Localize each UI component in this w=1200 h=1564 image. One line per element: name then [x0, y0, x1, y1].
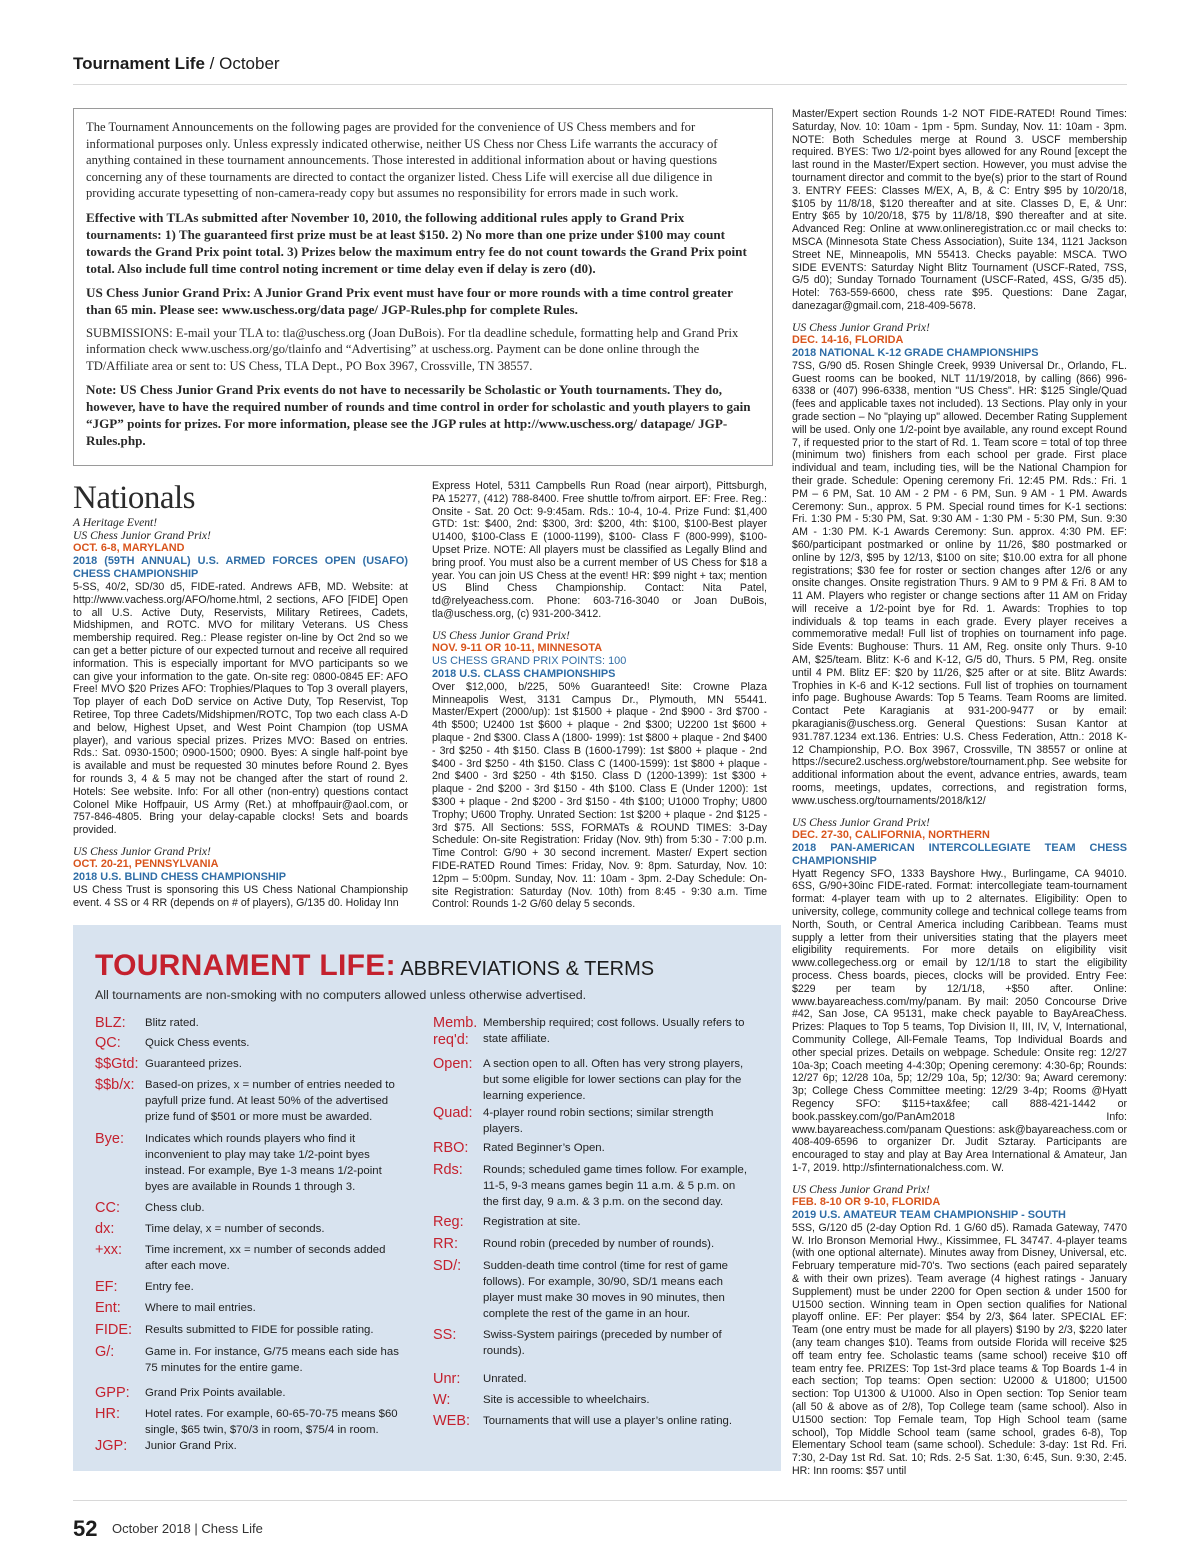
abbreviation-definition: Game in. For instance, G/75 means each side has 75 minutes for the entire game. — [145, 1346, 399, 1374]
jgp-label: US Chess Junior Grand Prix! — [73, 844, 211, 858]
abbreviation-term: GPP: — [95, 1385, 130, 1401]
abbreviation-row — [95, 1322, 407, 1339]
section-title: Tournament Life — [73, 54, 205, 73]
abbreviation-row — [95, 1221, 407, 1238]
grand-prix-points: US CHESS GRAND PRIX POINTS: 100 — [432, 654, 627, 667]
header-separator: / — [204, 54, 220, 73]
event-body: Hyatt Regency SFO, 1333 Bayshore Hwy., Burlingame, CA 94010. 6SS, G/90+30inc FIDE-rated. Format: intercollegiate team-tournament format: 4-player team with up to 2 alternates. Eligibility: Open to university, college, community college and technical college teams from North, South, or Central America including Caribbean. Teams must supply a letter from their universities stating that the players meet eligibility requirements. For more details on eligibility visit www.collegechess.org or email by 12/1/18 to start the eligibility process. Chess boards, pieces, clocks will be provided. Entry Fee: $229 per team by 12/1/18, +$50 after. Online: www.bayareachess.com/my/panam. By mail: 2050 Concourse Drive #42, San Jose, CA 95131, make check payable to BayAreaChess. Prizes: Plaques to Top 5 teams, Top Division II, III, IV, V, International, Community College, All-Female Teams, Top Individual Boards and other special prizes. Details on webpage. Schedule: Onsite reg: 12/27 10a-3p; Coach meeting 4-4:30p; Opening ceremony: 4:30-6p; Rounds: 12/27 6p; 12/28 10a, 5p; 12/29 10a, 5p; 12/30: 9a; Award ceremony: 3p; College Chess Committee meeting: 12/29 3-4p; Rooms @Hyatt Regency SFO: $115+tax&fee; call 888-421-1442 or book.passkey.com/go/PanAm2018 Info: www.bayareachess.com/panam Questions: ask@bayareachess.com or 408-409-6596 to organizer Dr. Judit Sztaray. Participants are encouraged to stay and play at Bay Area International & Amateur, Jan 1-7, 2019. http://sfinternationalchess.com. W. — [792, 867, 1127, 1174]
abbreviation-definition: Guaranteed prizes. — [145, 1058, 242, 1070]
abbreviation-row — [433, 1105, 753, 1137]
abbreviation-definition: Site is accessible to wheelchairs. — [483, 1394, 650, 1406]
abbreviation-row — [95, 1015, 407, 1032]
abbreviation-row — [95, 1035, 407, 1052]
jgp-label: US Chess Junior Grand Prix! — [792, 815, 930, 829]
abbreviation-definition: Time delay, x = number of seconds. — [145, 1223, 325, 1235]
event-body-continued: Master/Expert section Rounds 1-2 NOT FIDE-RATED! Round Times: Saturday, Nov. 10: 10am - 1pm - 5pm. Sunday, Nov. 11: 10am - 3pm. NOTE: Both Schedules merge at Round 3. USCF membership required. BYES: Two 1/2-point byes allowed for any Round [except the last round in the Master/Expert section. However, you must advise the tournament director and commit to the bye(s) prior to the start of Round 3. ENTRY FEES: Classes M/EX, A, B, & C: Entry $95 by 10/20/18, $105 by 11/8/18, $120 thereafter and at site. Classes D, E, & Unr: Entry $65 by 10/20/18, $75 by 11/8/18, $90 thereafter and at site. Advanced Reg: Online at www.onlineregistration.cc or mail checks to: MSCA (Minnesota State Chess Association), Suite 134, 1121 Jackson Street NE, Minneapolis, MN 55413. Checks payable: MSCA. TWO SIDE EVENTS: Saturday Night Blitz Tournament (USCF-Rated, 7SS, G/5 d0); Sunday Tornado Tournament (USCF-Rated, 4SS, G/35 d5). Hotel: 763-559-6600, chess rate $95. Questions: Dane Zagar, danezagar@gmail.com, 218-409-5678. — [792, 108, 1127, 312]
abbreviation-term: Ent: — [95, 1300, 121, 1316]
event-title: 2018 PAN-AMERICAN INTERCOLLEGIATE TEAM CHESS CHAMPIONSHIP — [792, 841, 1127, 867]
abbreviation-term: RBO: — [433, 1140, 469, 1156]
grand-prix-rules: Effective with TLAs submitted after November 10, 2010, the following additional rules apply to Grand Prix tournaments: 1) The guaranteed first prize must be at least $150. 2) No more than one prize under $100 may count towards the Grand Prix point total. 3) Prizes below the maximum entry fee do not count towards the Grand Prix point total. Also include full time control noting increment or time delay even if delay is zero (d0). — [86, 209, 747, 276]
abbreviation-definition: Registration at site. — [483, 1216, 581, 1228]
abbreviation-row — [433, 1258, 753, 1322]
abbreviation-row — [95, 1279, 407, 1296]
event-title: 2018 NATIONAL K-12 GRADE CHAMPIONSHIPS — [792, 346, 1039, 359]
nationals-heading: Nationals — [73, 480, 195, 516]
abbreviation-definition: Indicates which rounds players who find it inconvenient to play may take 1/2-point byes instead. For example, Bye 1-3 means 1/2-point byes are available in Rounds 1 through 3. — [145, 1133, 382, 1193]
event-date: OCT. 6-8, MARYLAND — [73, 542, 185, 554]
abbreviation-term: EF: — [95, 1279, 118, 1295]
jgp-label: US Chess Junior Grand Prix! — [432, 628, 570, 642]
abbreviation-term: $$Gtd: — [95, 1056, 139, 1072]
abbreviation-term: Open: — [433, 1056, 473, 1072]
abbreviations-title-sub: ABBREVIATIONS & TERMS — [395, 958, 655, 980]
abbreviation-row — [433, 1392, 753, 1409]
abbreviation-row — [95, 1200, 407, 1217]
abbreviation-definition: 4-player round robin sections; similar strength players. — [483, 1107, 714, 1135]
abbreviation-definition: Where to mail entries. — [145, 1302, 256, 1314]
abbreviation-row — [95, 1300, 407, 1317]
abbreviation-definition: Rated Beginner’s Open. — [483, 1142, 605, 1154]
abbreviation-term: JGP: — [95, 1438, 128, 1454]
abbreviation-row — [433, 1162, 753, 1210]
abbreviation-term: QC: — [95, 1035, 121, 1051]
abbreviation-definition: Tournaments that will use a player’s online rating. — [483, 1415, 733, 1427]
abbreviation-term: SS: — [433, 1327, 457, 1343]
abbreviation-row — [433, 1214, 753, 1231]
disclaimer-box — [73, 108, 773, 466]
abbreviation-term: Bye: — [95, 1131, 125, 1147]
abbreviation-definition: Junior Grand Prix. — [145, 1440, 237, 1452]
abbreviation-row — [433, 1140, 753, 1157]
abbreviation-row — [433, 1327, 753, 1359]
page-number: 52 — [73, 1516, 98, 1541]
abbreviations-title-main: TOURNAMENT LIFE: — [95, 949, 396, 982]
abbreviation-definition: Quick Chess events. — [145, 1037, 250, 1049]
abbreviation-term: SD/: — [433, 1258, 462, 1274]
abbreviation-term: FIDE: — [95, 1322, 133, 1338]
event-body-continued: Express Hotel, 5311 Campbells Run Road (near airport), Pittsburgh, PA 15277, (412) 788-8400. Free shuttle to/from airport. EF: Free. Reg.: Onsite - Sat. 20 Oct: 9-9:45am. Rds.: 10-4, 10-4. Prize Fund: $1,400 GTD: 1st: $400, 2nd: $300, 3rd: $200, 4th: $100, $100-Best player U1400, $100-Class E (1000-1199), $100- Class F (800-999), $100-Upset Prize. NOTE: All players must be classified as Legally Blind and bring proof. You must also be a current member of US Chess for $18 a year. You can join US Chess at the event! HR: $99 night + tax; mention US Blind Chess Championship. Contact: Nita Patel, td@relyeachess.com. Phone: 603-716-3040 or Joan DuBois, tla@uschess.org, (c) 931-200-3412. — [432, 480, 767, 620]
event-body: 7SS, G/90 d5. Rosen Shingle Creek, 9939 Universal Dr., Orlando, FL. Guest rooms can be booked, NLT 11/19/2018, by calling (866) 996-6338 or (407) 996-6338, mention "US Chess". HR: $125 Single/Quad (fees and applicable taxes not included). 13 Sections. Play only in your grade section – No "playing up" allowed. December Rating Supplement will be used. Only one 1/2-point bye available, any round except Round 7, if requested prior to the start of Rd. 1. Team score = total of top three (minimum two) finishers from each school per grade. First place individual and team, including ties, will be the National Champion for their grade. Schedule: Opening ceremony Fri. 12:45 PM. Rds.: Fri. 1 PM – 6 PM, Sat. 10 AM - 2 PM - 6 PM, Sun. 9 AM - 1 PM. Awards Ceremony: Sun., approx. 5 PM. Special round times for K-1 sections: Fri. 1:30 PM - 5:30 PM, Sat. 9:30 AM - 1:30 PM - 5:30 PM, Sun. 9:30 AM - 1:30 PM. K-1 Awards Ceremony: Sun. approx. 4:30 PM. EF: $60/participant postmarked or online by 11/26, $80 postmarked or online by 12/3, $95 by 12/13, $100 on site; $10.00 extra for all phone registrations; $30 fee for roster or section changes after 12/6 or any onsite changes. Onsite registration Thurs. 9 AM to 9 PM & Fri. 8 AM to 11 AM. Players who register or change sections after 11 AM on Friday will receive a 1/2-point bye for Rd. 1. Awards: Trophies to top individuals & top teams in each grade. Every player receives a commemorative medal! Full list of trophies on tournament info page. Side Events: Bughouse: Thurs. 11 AM, Reg. onsite only Thurs. 9-10 AM, $25/team. Blitz: K-6 and K-12, G/5 d0, Thurs. 5 PM, Reg. onsite until 4 PM. Blitz EF: $20 by 11/26, $25 after or at site. Blitz Awards: Trophies in K-6 and K-12 sections. Full list of trophies on tournament info page. Bughouse Awards: Top 5 Teams. Team Rooms are limited. Contact Pete Karagianis at 931-200-9477 or by email: pkaragianis@uschess.org. General Questions: Susan Kantor at 931.787.1234 ext.136. Entries: U.S. Chess Federation, Attn.: 2018 K-12 Championship, P.O. Box 3967, Crossville, TN 38557 or online at https://secure2.uschess.org/webstore/tournament.php. See website for additional information about the event, advance entries, awards, team rooms, meetings, updates, corrections, and registration forms, www.uschess.org/tournaments/2018/k12/ — [792, 359, 1127, 807]
abbreviation-definition: Sudden-death time control (time for rest of game follows). For example, 30/90, SD/1 means each player must make 30 moves in 90 minutes, then complete the rest of the game in an hour. — [483, 1260, 729, 1320]
event-body: 5SS, G/120 d5 (2-day Option Rd. 1 G/60 d5). Ramada Gateway, 7470 W. Irlo Bronson Memorial Hwy., Kissimmee, FL 34747. 4-player teams (with one optional alternate). Minutes away from Disney, Universal, etc. February temperature mid-70's. Two sections (each paired separately & with their own prizes). Team average (4 highest ratings - January Supplement) must be under 2200 for Open section & under 1500 for U1500 section. Winning team in Open section qualifies for National playoff online. EF: Per player: $54 by 2/3, $64 later. SPECIAL EF: Team (one entry must be made for all players) $190 by 2/3, $220 later (any team changes $10). Teams from outside Florida will receive $25 off team entry fee. Scholastic teams (same school) receive $10 off team entry fee. PRIZES: Top 1st-3rd place teams & Top Boards 1-4 in each section; Top teams: Open section: U2000 & U1800; U1500 section: Top U1300 & U1000. Also in Open section: Top Senior team (all 50 & above as of 2/8), Top College team (same school). Also in U1500 section: Top Female team, Top High School team (same school), Top Middle School team (same school, grades 6-8), Top Elementary School team (same school). Schedule: 3-day: 1st Rd. Fri. 7:30, 2-Day 1st Rd. Sat. 10; Rds. 2-5 Sat. 1:30, 6:45, Sun. 9:30, 2:45. HR: Inn rooms: $57 until — [792, 1221, 1127, 1477]
abbreviation-definition: Swiss-System pairings (preceded by number of rounds). — [483, 1329, 722, 1357]
abbreviation-term: HR: — [95, 1406, 120, 1422]
abbreviation-definition: Blitz rated. — [145, 1017, 199, 1029]
abbreviation-term: W: — [433, 1392, 451, 1408]
event-date: FEB. 8-10 OR 9-10, FLORIDA — [792, 1195, 941, 1208]
abbreviation-row — [95, 1438, 407, 1455]
abbreviation-definition: Grand Prix Points available. — [145, 1387, 286, 1399]
event-title: 2018 (59TH ANNUAL) U.S. ARMED FORCES OPEN (USAFO) CHESS CHAMPIONSHIP — [73, 555, 408, 580]
event-body: US Chess Trust is sponsoring this US Chess National Championship event. 4 SS or 4 RR (depends on # of players), G/135 d0. Holiday Inn — [73, 883, 408, 909]
abbreviation-definition: Entry fee. — [145, 1281, 194, 1293]
event-date: OCT. 20-21, PENNSYLVANIA — [73, 857, 219, 870]
event-body: Over $12,000, b/225, 50% Guaranteed! Site: Crowne Plaza Minneapolis West, 3131 Campus Dr., Plymouth, MN 55441. Master/Expert (2000/up): 1st $1500 + plaque - 2nd $900 - 3rd $700 - 4th $500; U2400 1st $600 + plaque - 2nd $300; U2200 1st $600 + plaque - 2nd $300. Class A (1800- 1999): 1st $800 + plaque - 2nd $400 - 3rd $250 - 4th $150. Class B (1600-1799): 1st $800 + plaque - 2nd $400 - 3rd $250 - 4th $150. Class C (1400-1599): 1st $800 + plaque - 2nd $400 - 3rd $250 - 4th $150. Class D (1200-1399): 1st $300 + plaque - 2nd $200 - 3rd $150 - 4th $100. Class E (Under 1200): 1st $300 + plaque - 2nd $200 - 3rd $150 - 4th $100; U1000 Trophy; U800 Trophy; U600 Trophy. Unrated Section: 1st $200 + plaque - 2nd $125 - 3rd $75. All Sections: 5SS, FORMATs & ROUND TIMES: 3-Day Schedule: On-site Registration: Friday (Nov. 9th) from 5:30 - 7:00 p.m. Time Control: G/90 + 30 second increment. Master/ Expert section FIDE-RATED Round Times: Friday, Nov. 9: 8pm. Saturday, Nov. 10: 12pm – 5:00pm. Sunday, Nov. 11: 10am - 3pm. 2-Day Schedule: On-site Registration: Saturday (Nov. 10th) from 8:45 - 9:30 a.m. Time Control: Rounds 1-2 G/60 delay 5 seconds. — [432, 680, 767, 911]
abbreviation-term: WEB: — [433, 1413, 471, 1429]
abbreviation-definition: Membership required; cost follows. Usually refers to state affiliate. — [483, 1017, 745, 1045]
event-title: 2019 U.S. AMATEUR TEAM CHAMPIONSHIP - SOUTH — [792, 1208, 1066, 1221]
abbreviation-definition: Based-on prizes, x = number of entries needed to payfull prize fund. At least 50% of the advertised prize fund of $501 or more must be awarded. — [145, 1079, 395, 1123]
abbreviation-row — [433, 1056, 753, 1104]
jgp-label: US Chess Junior Grand Prix! — [792, 1182, 930, 1196]
abbreviation-term: Reg: — [433, 1214, 464, 1230]
column-2 — [432, 480, 767, 911]
abbreviation-definition: A section open to all. Often has very strong players, but some eligible for lower sections can play for the learning experience. — [483, 1058, 744, 1102]
submissions-paragraph: SUBMISSIONS: E-mail your TLA to: tla@uschess.org (Joan DuBois). For tla deadline schedule, formatting help and Grand Prix information check www.uschess.org/go/tlainfo and “Advertising” at uschess.org. Payment can be done online through the TD/Affiliate area or sent to: US Chess, TLA Dept., PO Box 3967, Crossville, TN 38557. — [86, 325, 739, 373]
abbreviation-row — [95, 1406, 407, 1438]
abbreviation-row — [433, 1413, 753, 1430]
abbreviation-term: Quad: — [433, 1105, 473, 1121]
footer-text: October 2018 | Chess Life — [112, 1521, 263, 1536]
abbreviations-title — [95, 949, 654, 983]
abbreviation-definition: Results submitted to FIDE for possible rating. — [145, 1324, 374, 1336]
abbreviation-definition: Time increment, xx = number of seconds added after each move. — [145, 1244, 386, 1272]
abbreviation-term: CC: — [95, 1200, 120, 1216]
jgp-label: US Chess Junior Grand Prix! — [792, 320, 930, 334]
abbreviations-box — [73, 925, 781, 1471]
event-body: 5-SS, 40/2, SD/30 d5, FIDE-rated. Andrews AFB, MD. Website: at http://www.vachess.org/AFO/home.html, 2 sections, AFO [FIDE] Open to all U.S. Active Duty, Reservists, Military Retirees, Cadets, Midshipmen, and ROTC. MVO for military Veterans. US Chess membership required. Reg.: Please register on-line by Oct 2nd so we can get a better picture of our expected turnout and receive all required information. This is especially important for MVO participants so we can give your information to the gate. On-site reg: 0800-0845 EF: AFO Free! MVO $20 Prizes AFO: Trophies/Plaques to Top 3 overall players, Top player of each DoD service on Active Duty, Top Reservist, Top Retiree, Top three Cadets/Midshipmen/ROTC, Top two each class A-D and below, Highest Upset, and West Point Champion (top USMA player), and various special prizes. Prizes MVO: Based on entries. Rds.: Sat. 0930-1500; 0900-1500; 0900. Byes: A single half-point bye is available and must be requested 30 minutes before Round 2. Byes for rounds 3, 4 & 5 may not be changed after the start of round 2. Hotels: See website. Info: For all other (non-entry) questions contact Colonel Mike Hoffpauir, US Army (Ret.) at mhoffpauir@aol.com, or 757-846-4805. Bring your delay-capable clocks! Sets and boards provided. — [73, 581, 408, 837]
junior-grand-prix-rules: US Chess Junior Grand Prix: A Junior Grand Prix event must have four or more rounds with a time control greater than 65 min. Please see: www.uschess.org/data page/ JGP-Rules.php for complete Rules. — [86, 284, 733, 317]
event-title: 2018 U.S. BLIND CHESS CHAMPIONSHIP — [73, 870, 287, 883]
abbreviation-term: dx: — [95, 1221, 115, 1237]
abbreviation-term: Unr: — [433, 1371, 461, 1387]
abbreviation-row — [95, 1131, 407, 1195]
header-month: October — [219, 54, 280, 73]
abbreviation-term: BLZ: — [95, 1015, 126, 1031]
abbreviation-definition: Rounds; scheduled game times follow. For example, 11-5, 9-3 means games begin 11 a.m. & 5 p.m. on the first day, 9 a.m. & 3 p.m. on the second day. — [483, 1164, 748, 1208]
abbreviation-term: Rds: — [433, 1162, 463, 1178]
event-date: NOV. 9-11 OR 10-11, MINNESOTA — [432, 641, 603, 654]
abbreviation-row — [433, 1236, 753, 1253]
abbreviation-definition: Hotel rates. For example, 60-65-70-75 means $60 single, $65 twin, $70/3 in room, $75/4 in room. — [145, 1408, 398, 1436]
abbreviation-row — [95, 1242, 407, 1274]
abbreviation-definition: Unrated. — [483, 1373, 527, 1385]
event-title: 2018 U.S. CLASS CHAMPIONSHIPS — [432, 667, 616, 680]
event-date: DEC. 14-16, FLORIDA — [792, 333, 904, 346]
abbreviation-term: $$b/x: — [95, 1077, 135, 1093]
event-date: DEC. 27-30, CALIFORNIA, NORTHERN — [792, 828, 990, 841]
abbreviation-row — [95, 1077, 407, 1125]
abbreviation-term: +xx: — [95, 1242, 122, 1258]
abbreviation-row — [95, 1056, 407, 1073]
abbreviation-term: RR: — [433, 1236, 458, 1252]
abbreviation-row — [433, 1371, 753, 1388]
footer-rule — [73, 1500, 1127, 1501]
column-3 — [792, 108, 1127, 1478]
abbreviation-row — [433, 1015, 753, 1049]
running-header — [73, 54, 280, 74]
jgp-note: Note: US Chess Junior Grand Prix events do not have to necessarily be Scholastic or Youth tournaments. They do, however, have to have the required number of rounds and time control in order for scholastic and youth players to gain “JGP” points for prizes. For more information, please see the JGP rules at http://www.uschess.org/ datapage/ JGP-Rules.php. — [86, 382, 751, 448]
abbreviation-row — [95, 1385, 407, 1402]
abbreviation-term: G/: — [95, 1344, 115, 1360]
abbreviation-row — [95, 1344, 407, 1376]
abbreviation-term: Memb. req'd: — [433, 1015, 478, 1048]
disclaimer-paragraph: The Tournament Announcements on the following pages are provided for the convenience of US Chess members and for informational purposes only. Unless expressly indicated otherwise, neither US Chess nor Chess Life warrants the accuracy of anything contained in these tournament announcements. Those interested in additional information about or having questions concerning any of these tournaments are directed to contact the organizer listed. Chess Life will exercise all due diligence in providing accurate typesetting of non-camera-ready copy but assumes no responsibility for errors made in such work. — [86, 120, 718, 200]
heritage-label: A Heritage Event! — [73, 516, 158, 529]
column-1 — [73, 480, 408, 910]
abbreviation-definition: Chess club. — [145, 1202, 205, 1214]
abbreviation-definition: Round robin (preceded by number of rounds). — [483, 1238, 715, 1250]
jgp-label: US Chess Junior Grand Prix! — [73, 529, 211, 542]
header-rule — [73, 84, 1127, 85]
abbreviations-subtitle: All tournaments are non-smoking with no computers allowed unless otherwise advertised. — [95, 988, 587, 1002]
